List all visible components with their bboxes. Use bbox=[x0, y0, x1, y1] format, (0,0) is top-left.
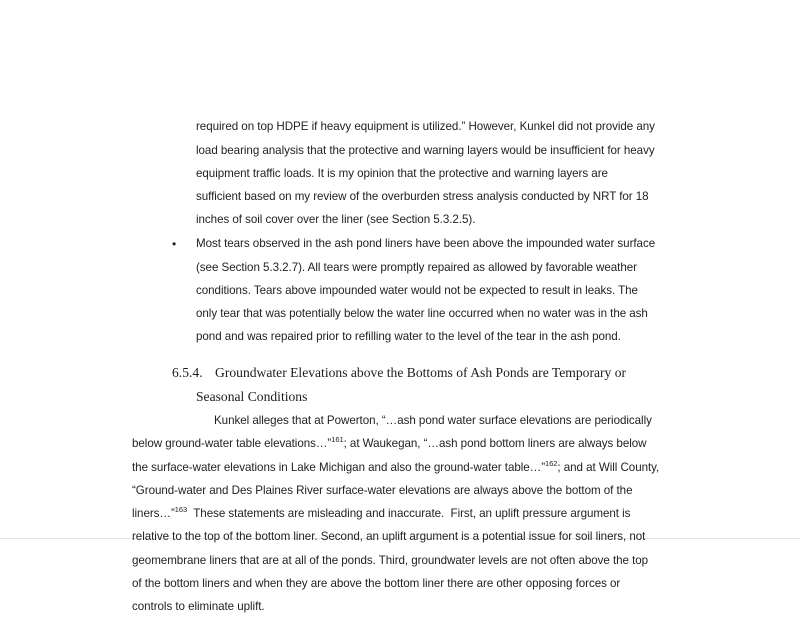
footnote-161: 161 bbox=[331, 435, 344, 444]
para-line-3 bbox=[132, 460, 659, 476]
bullet2-line-3: conditions. Tears above impounded water would not be expected to result in leaks. The bbox=[196, 284, 638, 297]
para-line-4: “Ground-water and Des Plaines River surface-water elevations are always above the bottom of the bbox=[132, 484, 633, 497]
para-line-3-b: ; and at Will County, bbox=[557, 461, 660, 474]
section-heading-line-2: Seasonal Conditions bbox=[196, 389, 308, 404]
bullet-marker: • bbox=[172, 237, 177, 251]
para-line-2-a: below ground-water table elevations…” bbox=[132, 437, 332, 450]
footnote-163: 163 bbox=[174, 505, 188, 514]
para-line-5-b: These statements are misleading and inaccurate. First, an uplift pressure argument is bbox=[187, 507, 631, 520]
para-line-5-a: liners…” bbox=[132, 507, 175, 520]
bullet1-line-5: inches of soil cover over the liner (see Section 5.3.2.5). bbox=[196, 213, 476, 226]
para-line-2 bbox=[132, 436, 646, 452]
para-line-6: relative to the top of the bottom liner. Second, an uplift argument is a potential issue for soil liners, not bbox=[132, 530, 646, 543]
bullet2-line-1: Most tears observed in the ash pond liners have been above the impounded water surface bbox=[196, 237, 656, 250]
bullet2-line-2: (see Section 5.3.2.7). All tears were promptly repaired as allowed by favorable weather bbox=[196, 261, 637, 274]
para-line-1: Kunkel alleges that at Powerton, “…ash pond water surface elevations are periodically bbox=[214, 414, 652, 427]
footnote-162: 162 bbox=[545, 459, 558, 468]
bullet1-line-1: required on top HDPE if heavy equipment is utilized.” However, Kunkel did not provide any bbox=[196, 120, 655, 133]
section-number: 6.5.4. bbox=[172, 365, 203, 380]
para-line-8: of the bottom liners and when they are above the bottom liner there are other opposing forces or bbox=[132, 577, 621, 590]
para-line-9: controls to eliminate uplift. bbox=[132, 600, 265, 613]
bullet2-line-5: pond and was repaired prior to refilling water to the level of the tear in the ash pond. bbox=[196, 330, 621, 343]
para-line-3-a: the surface-water elevations in Lake Michigan and also the ground-water table…” bbox=[132, 461, 546, 474]
bullet2-line-4: only tear that was potentially below the water line occurred when no water was in the ash bbox=[196, 307, 648, 320]
para-line-2-b: ; at Waukegan, “…ash pond bottom liners are always below bbox=[343, 437, 647, 450]
para-line-7: geomembrane liners that are at all of the ponds. Third, groundwater levels are not often above the top bbox=[132, 554, 649, 567]
bullet1-line-2: load bearing analysis that the protective and warning layers would be insufficient for heavy bbox=[196, 144, 655, 157]
bullet1-line-3: equipment traffic loads. It is my opinion that the protective and warning layers are bbox=[196, 167, 608, 180]
bullet1-line-4: sufficient based on my review of the overburden stress analysis conducted by NRT for 18 bbox=[196, 190, 649, 203]
section-heading-line-1: Groundwater Elevations above the Bottoms of Ash Ponds are Temporary or bbox=[215, 365, 627, 380]
para-line-5 bbox=[132, 506, 630, 522]
